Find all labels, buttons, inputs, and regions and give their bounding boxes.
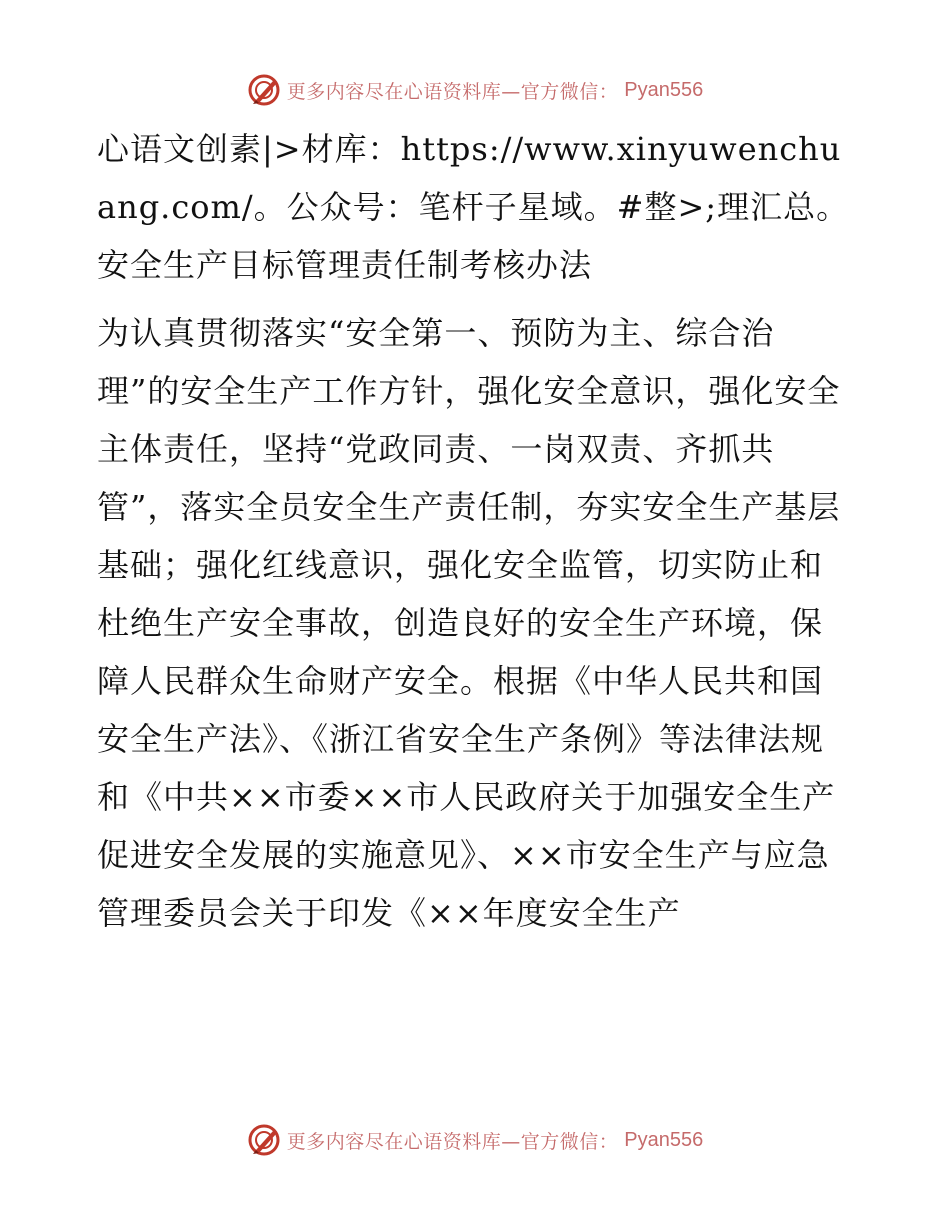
banner-text: 更多内容尽在心语资料库—官方微信：	[286, 80, 619, 103]
banner-text: 更多内容尽在心语资料库—官方微信：	[286, 1130, 619, 1153]
pen-logo-icon	[247, 73, 281, 107]
main-paragraph: 为认真贯彻落实“安全第一、预防为主、综合治理”的安全生产工作方针，强化安全意识，强化安全主体责任，坚持“党政同责、一岗双责、齐抓共管”，落实全员安全生产责任制，夯实安全生产基层基础；强化红线意识，强化安全监管，切实防止和杜绝生产安全事故，创造良好的安全生产环境，保障人民群众生命财产安全。根据《中华人民共和国安全生产法》、《浙江省安全生产条例》等法律法规和《中共××市委××市人民政府关于加强安全生产促进安全发展的实施意见》、××市安全生产与应急管理委员会关于印发《××年度安全生产	[97, 314, 841, 932]
banner-account-id: Pyan556	[624, 1128, 704, 1151]
footer-banner	[0, 1120, 950, 1160]
document-body	[97, 120, 853, 942]
intro-paragraph: 心语文创素|>材库：https://www.xinyuwenchuang.com/。公众号：笔杆子星域。#整>;理汇总。安全生产目标管理责任制考核办法	[97, 130, 850, 284]
header-banner	[0, 70, 950, 110]
pen-logo-icon	[247, 1123, 281, 1157]
banner-account-id: Pyan556	[624, 78, 704, 101]
